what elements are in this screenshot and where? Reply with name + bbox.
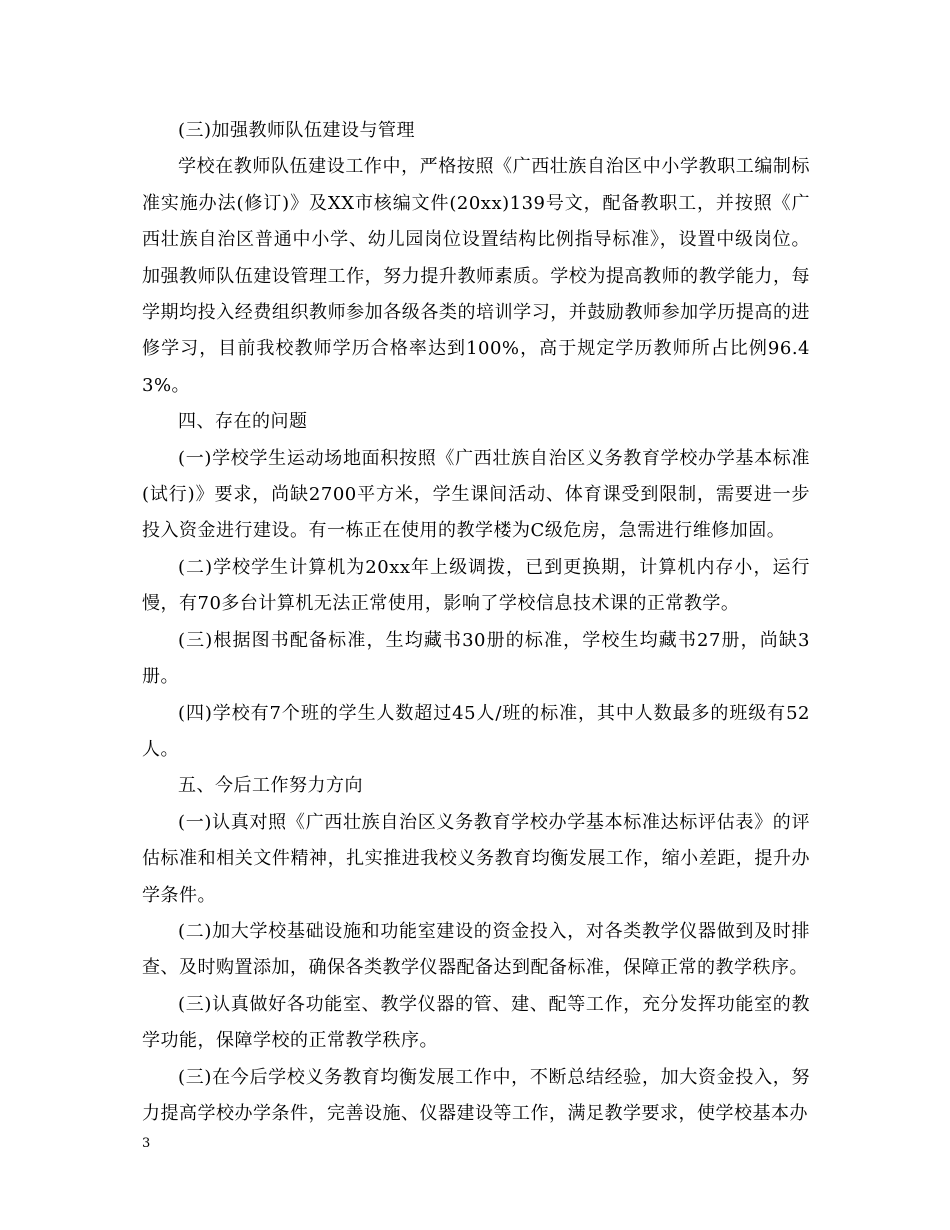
paragraph-problem-1: (一)学校学生运动场地面积按照《广西壮族自治区义务教育学校办学基本标准(试行)》要求，尚缺2700平方米，学生课间活动、体育课受到限制，需要进一步投入资金进行建设。有一栋正在使用的教学楼为C级危房，急需进行维修加固。 [142, 447, 810, 542]
paragraph-teacher-team: 学校在教师队伍建设工作中，严格按照《广西壮族自治区中小学教职工编制标准实施办法(修订)》及XX市核编文件(20xx)139号文，配备教职工，并按照《广西壮族自治区普通中小学、幼儿园岗位设置结构比例指导标准》，设置中级岗位。加强教师队伍建设管理工作，努力提升教师素质。学校为提高教师的教学能力，每学期均投入经费组织教师参加各级各类的培训学习，并鼓励教师参加学历提高的进修学习，目前我校教师学历合格率达到100%，高于规定学历教师所占比例96.43%。 [142, 156, 810, 396]
document-body [142, 113, 810, 1132]
paragraph-future-4: (三)在今后学校义务教育均衡发展工作中，不断总结经验，加大资金投入，努力提高学校办学条件，完善设施、仪器建设等工作，满足教学要求，使学校基本办 [142, 1066, 810, 1124]
paragraph-problem-3: (三)根据图书配备标准，生均藏书30册的标准，学校生均藏书27册，尚缺3册。 [142, 629, 810, 688]
paragraph-problem-4: (四)学校有7个班的学生人数超过45人/班的标准，其中人数最多的班级有52人。 [142, 702, 810, 760]
section-heading-future-work: 五、今后工作努力方向 [178, 775, 363, 797]
section-heading-teacher-team: (三)加强教师队伍建设与管理 [178, 120, 416, 141]
section-heading-problems: 四、存在的问题 [178, 411, 308, 433]
paragraph-future-2: (二)加大学校基础设施和功能室建设的资金投入，对各类教学仪器做到及时排查、及时购置添加，确保各类教学仪器配备达到配备标准，保障正常的教学秩序。 [142, 920, 810, 979]
paragraph-problem-2: (二)学校学生计算机为20xx年上级调拨，已到更换期，计算机内存小，运行慢，有70多台计算机无法正常使用，影响了学校信息技术课的正常教学。 [142, 556, 810, 615]
paragraph-future-3: (三)认真做好各功能室、教学仪器的管、建、配等工作，充分发挥功能室的教学功能，保障学校的正常教学秩序。 [142, 993, 810, 1052]
page-number: 3 [142, 1136, 151, 1151]
paragraph-future-1: (一)认真对照《广西壮族自治区义务教育学校办学基本标准达标评估表》的评估标准和相关文件精神，扎实推进我校义务教育均衡发展工作，缩小差距，提升办学条件。 [142, 811, 810, 906]
